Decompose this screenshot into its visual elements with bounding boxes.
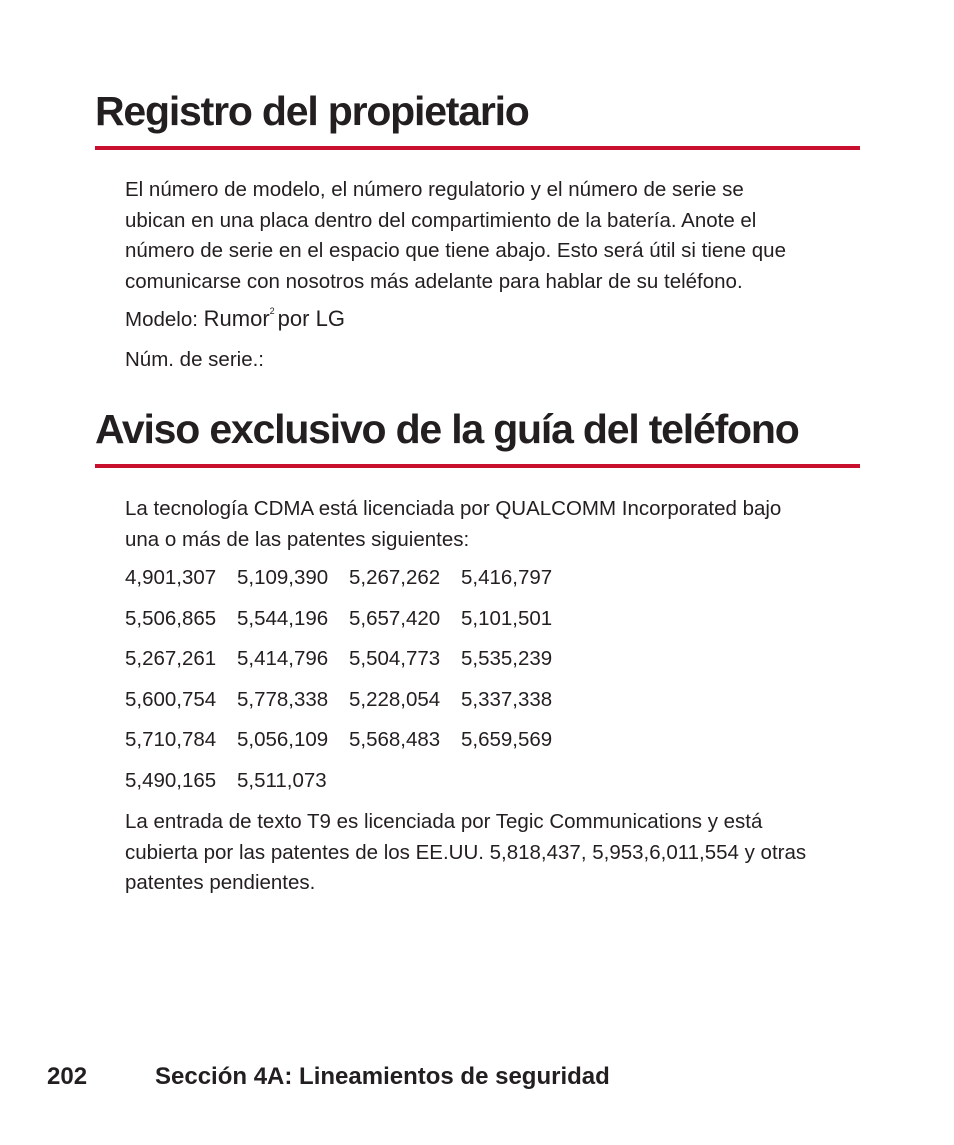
patent-number: 5,228,054 — [349, 687, 441, 711]
paragraph-line: comunicarse con nosotros más adelante para hablar de su teléfono. — [125, 269, 743, 293]
patent-number: 5,568,483 — [349, 728, 441, 752]
patent-number: 5,657,420 — [349, 606, 441, 630]
patent-number: 5,490,165 — [125, 769, 217, 792]
patent-number: 5,414,796 — [237, 647, 329, 671]
patent-number: 5,267,261 — [125, 647, 217, 671]
heading-rule — [95, 146, 860, 150]
patent-number: 5,416,797 — [461, 566, 553, 589]
patent-number: 5,109,390 — [237, 566, 329, 589]
paragraph-line: una o más de las patentes siguientes: — [125, 527, 470, 551]
model-label: Modelo: — [125, 308, 198, 331]
patent-number: 4,901,307 — [125, 566, 217, 589]
cdma-license-paragraph — [125, 494, 860, 555]
patent-number: 5,710,784 — [125, 728, 217, 752]
patent-row — [125, 607, 573, 631]
heading-rule — [95, 464, 860, 468]
patent-number: 5,544,196 — [237, 606, 329, 630]
page-footer — [47, 1063, 610, 1091]
t9-license-paragraph — [125, 807, 860, 899]
patent-number: 5,101,501 — [461, 606, 553, 630]
patent-number: 5,778,338 — [237, 687, 329, 711]
model-value — [204, 306, 345, 331]
paragraph-line: número de serie en el espacio que tiene abajo. Esto será útil si tiene que — [125, 239, 786, 262]
patent-number: 5,506,865 — [125, 606, 217, 630]
section-label: Sección 4A: Lineamientos de seguridad — [155, 1063, 610, 1090]
patent-row — [125, 566, 573, 590]
patent-number: 5,600,754 — [125, 687, 217, 711]
serial-label: Núm. de serie.: — [125, 348, 264, 371]
model-field — [125, 306, 345, 332]
model-suffix: por LG — [277, 306, 345, 331]
patent-row — [125, 688, 573, 712]
serial-field — [125, 348, 264, 372]
owner-registration-paragraph — [125, 175, 860, 297]
patent-row — [125, 647, 573, 671]
model-name: Rumor — [203, 306, 270, 331]
patent-number: 5,535,239 — [461, 647, 553, 671]
paragraph-line: patentes pendientes. — [125, 871, 316, 894]
patent-number: 5,659,569 — [461, 728, 553, 752]
patent-number: 5,267,262 — [349, 566, 441, 589]
page-number: 202 — [47, 1063, 88, 1090]
paragraph-line: La entrada de texto T9 es licenciada por Tegic Communications y está — [125, 810, 763, 833]
paragraph-line: La tecnología CDMA está licenciada por QUALCOMM Incorporated bajo — [125, 497, 782, 520]
phone-guide-notice-heading: Aviso exclusivo de la guía del teléfono — [95, 406, 799, 452]
owner-registration-heading: Registro del propietario — [95, 88, 529, 134]
patent-row — [125, 728, 573, 752]
patent-number: 5,056,109 — [237, 728, 329, 752]
paragraph-line: cubierta por las patentes de los EE.UU. 5,818,437, 5,953,6,011,554 y otras — [125, 840, 807, 864]
paragraph-line: El número de modelo, el número regulatorio y el número de serie se — [125, 178, 744, 201]
patent-number: 5,337,338 — [461, 687, 553, 711]
patent-number: 5,511,073 — [237, 769, 327, 792]
patent-row — [125, 769, 349, 793]
paragraph-line: ubican en una placa dentro del compartimiento de la batería. Anote el — [125, 208, 757, 232]
patent-number: 5,504,773 — [349, 647, 441, 671]
model-superscript: 2 — [269, 306, 275, 316]
